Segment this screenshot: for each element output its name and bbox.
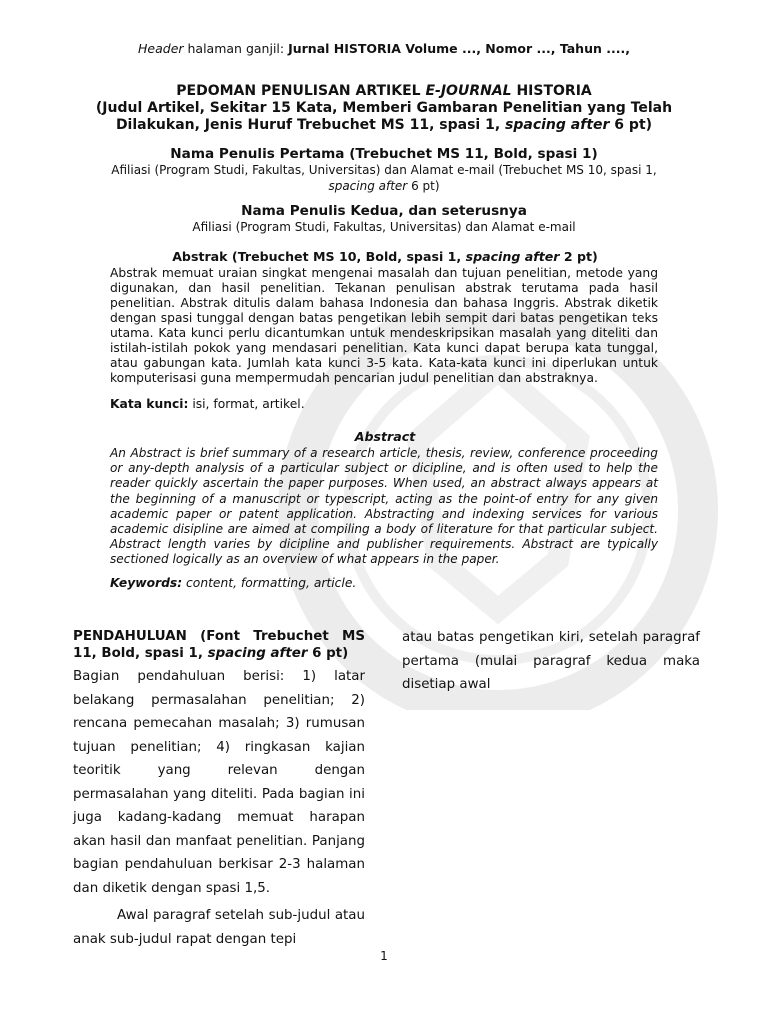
author-2-name: Nama Penulis Kedua, dan seterusnya <box>241 203 527 219</box>
abstract-body: An Abstract is brief summary of a research article, thesis, review, conference proceeding or any-depth analysis of a particular subject or dicipline, and is often used to help the reader quickly ascertain the paper purposes. When used, an abstract always appears at the beginning of a manuscript or typescript, acting as the point-of entry for any given academic paper or patent application. Abstracting and indexing services for various academic disipline are aimed at compiling a body of literature for that particular subject. Abstract length varies by dicipline and publisher requirements. Abstract are typically sectioned logically as an overview of what appears in the paper. <box>110 446 658 567</box>
pendahuluan-paragraph-1: Bagian pendahuluan berisi: 1) latar belakang permasalahan penelitian; 2) rencana pemecahan masalah; 3) rumusan tujuan penelitian; 4) ringkasan kajian teoritik yang relevan dengan permasalahan yang diteliti. Pada bagian ini juga kadang-kadang memuat harapan akan hasil dan manfaat penelitian. Panjang bagian pendahuluan berkisar 2-3 halaman dan diketik dengan spasi 1,5. <box>73 669 365 896</box>
pendahuluan-paragraph-2-continued: atau batas pengetikan kiri, setelah paragraf pertama (mulai paragraf kedua maka disetiap awal <box>402 630 700 692</box>
author-1-name: Nama Penulis Pertama (Trebuchet MS 11, Bold, spasi 1) <box>170 146 598 162</box>
pendahuluan-paragraph-2: Awal paragraf setelah sub-judul atau anak sub-judul rapat dengan tepi <box>73 908 365 947</box>
running-header: Header halaman ganjil: Jurnal HISTORIA Volume ..., Nomor ..., Tahun ...., <box>138 41 630 56</box>
author-2-affiliation: Afiliasi (Program Studi, Fakultas, Universitas) dan Alamat e-mail <box>192 220 576 234</box>
abstract-heading: Abstract <box>354 429 416 444</box>
column-right <box>402 626 700 697</box>
column-left <box>73 628 365 951</box>
keywords: Keywords: content, formatting, article. <box>110 576 357 590</box>
article-title: PEDOMAN PENULISAN ARTIKEL E-JOURNAL HISTORIA (Judul Artikel, Sekitar 15 Kata, Memberi Gambaran Penelitian yang Telah Dilakukan, Jenis Huruf Trebuchet MS 11, spasi 1, spacing after 6 pt) <box>95 83 673 133</box>
author-1-affiliation: Afiliasi (Program Studi, Fakultas, Universitas) dan Alamat e-mail (Trebuchet MS 10, spasi 1, spacing after 6 pt) <box>111 163 657 193</box>
page-number: 1 <box>380 949 388 963</box>
abstrak-body: Abstrak memuat uraian singkat mengenai masalah dan tujuan penelitian, metode yang digunakan, dan hasil penelitian. Tekanan penulisan abstrak terutama pada hasil penelitian. Abstrak ditulis dalam bahasa Indonesia dan bahasa Inggris. Abstrak diketik dengan spasi tunggal dengan batas pengetikan lebih sempit dari batas pengetikan teks utama. Kata kunci perlu dicantumkan untuk mendeskripsikan masalah yang diteliti dan istilah-istilah pokok yang mendasari penelitian. Kata kunci dapat berupa kata tunggal, atau gabungan kata. Jumlah kata kunci 3-5 kata. Kata-kata kunci ini diperlukan untuk komputerisasi guna mempermudah pencarian judul penelitian dan abstraknya. <box>110 266 658 385</box>
abstrak-heading: Abstrak (Trebuchet MS 10, Bold, spasi 1, spacing after 2 pt) <box>172 249 598 264</box>
kata-kunci: Kata kunci: isi, format, artikel. <box>110 397 305 411</box>
section-heading-pendahuluan: PENDAHULUAN (Font Trebuchet MS 11, Bold, spasi 1, spacing after 6 pt) <box>73 629 365 661</box>
